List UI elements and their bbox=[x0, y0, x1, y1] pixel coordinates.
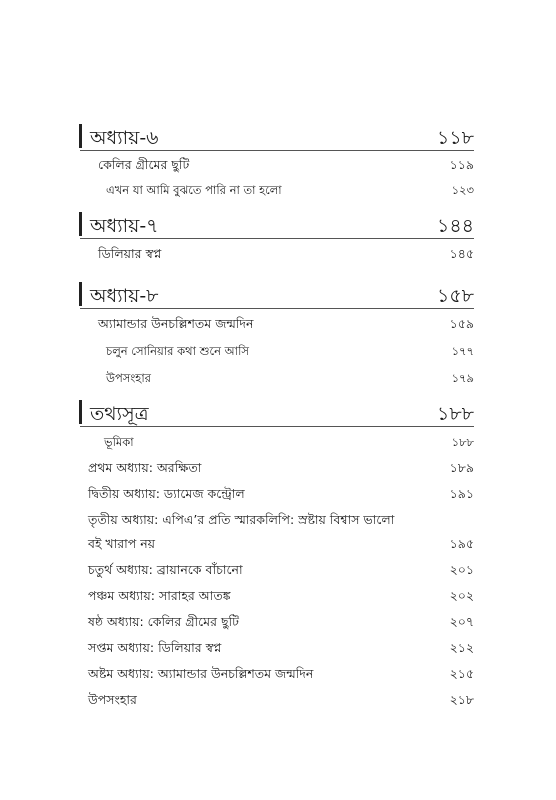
source-entry-title: পঞ্চম অধ্যায়: সারাহর আতঙ্ক bbox=[88, 588, 231, 603]
source-entry-page: ২১৮ bbox=[449, 692, 474, 707]
chapter-7-title: অধ্যায়-৭ bbox=[90, 215, 159, 237]
chapter-marker-bar bbox=[79, 282, 82, 306]
source-entry-page: ১৮৮ bbox=[451, 435, 474, 449]
chapter-8-rule bbox=[80, 308, 474, 309]
toc-entry-title: কেলির গ্রীমের ছুটি bbox=[98, 157, 190, 172]
chapter-8-title: অধ্যায়-৮ bbox=[90, 285, 159, 307]
chapter-marker-bar bbox=[79, 124, 82, 148]
chapter-6-title: অধ্যায়-৬ bbox=[90, 127, 159, 149]
chapter-7-page: ১৪৪ bbox=[437, 215, 474, 237]
toc-entry-title: অ্যামান্ডার উনচল্লিশতম জন্মদিন bbox=[98, 316, 254, 331]
source-entry-title: চতুর্থ অধ্যায়: ব্রায়ানকে বাঁচানো bbox=[88, 562, 243, 577]
source-entry-page: ২০৭ bbox=[449, 614, 474, 629]
toc-entry-title: ডিলিয়ার স্বপ্ন bbox=[98, 246, 162, 261]
toc-entry-page: ১৭৯ bbox=[451, 371, 474, 385]
chapter-7-rule bbox=[80, 238, 474, 239]
source-entry-title: অষ্টম অধ্যায়: অ্যামান্ডার উনচল্লিশতম জন্মদিন bbox=[88, 666, 314, 681]
source-entry-title-continued: বই খারাপ নয় bbox=[88, 536, 156, 551]
toc-entry-page: ১৭৭ bbox=[451, 344, 474, 358]
toc-entry-page: ১৪৫ bbox=[449, 246, 474, 261]
chapter-marker-bar bbox=[79, 212, 82, 236]
sources-title: তথ্যসূত্র bbox=[90, 403, 149, 425]
toc-entry-page: ১২৩ bbox=[451, 183, 474, 197]
source-entry-page: ১৯১ bbox=[449, 486, 474, 501]
source-entry-page: ২১৫ bbox=[449, 666, 474, 681]
source-entry-title: সপ্তম অধ্যায়: ডিলিয়ার স্বপ্ন bbox=[88, 640, 222, 655]
toc-entry-title: উপসংহার bbox=[106, 371, 152, 385]
toc-entry-title: চলুন সোনিয়ার কথা শুনে আসি bbox=[106, 344, 249, 358]
toc-entry-page: ১৫৯ bbox=[449, 316, 474, 331]
chapter-6-rule bbox=[80, 150, 474, 151]
source-entry-title: দ্বিতীয় অধ্যায়: ড্যামেজ কন্ট্রোল bbox=[88, 486, 245, 501]
chapter-6-page: ১১৮ bbox=[437, 127, 474, 149]
chapter-marker-bar bbox=[79, 400, 82, 424]
source-entry-page: ২১২ bbox=[449, 640, 474, 655]
toc-entry-title: এখন যা আমি বুঝতে পারি না তা হলো bbox=[106, 183, 282, 197]
source-entry-page: ২০১ bbox=[449, 562, 474, 577]
source-entry-title: ষষ্ঠ অধ্যায়: কেলির গ্রীমের ছুটি bbox=[88, 614, 239, 629]
sources-page: ১৮৮ bbox=[437, 403, 474, 425]
source-entry-title: তৃতীয় অধ্যায়: এপিএ’র প্রতি স্মারকলিপি: স্রষ্টায় বিশ্বাস ভালো bbox=[88, 512, 395, 527]
source-entry-title: ভূমিকা bbox=[104, 435, 134, 449]
chapter-8-page: ১৫৮ bbox=[437, 285, 474, 307]
sources-rule bbox=[80, 426, 474, 427]
source-entry-page: ১৯৫ bbox=[449, 536, 474, 551]
toc-entry-page: ১১৯ bbox=[449, 157, 474, 172]
source-entry-page: ২০২ bbox=[449, 588, 474, 603]
source-entry-page: ১৮৯ bbox=[449, 460, 474, 475]
source-entry-title: উপসংহার bbox=[88, 692, 137, 707]
source-entry-title: প্রথম অধ্যায়: অরক্ষিতা bbox=[88, 460, 202, 475]
